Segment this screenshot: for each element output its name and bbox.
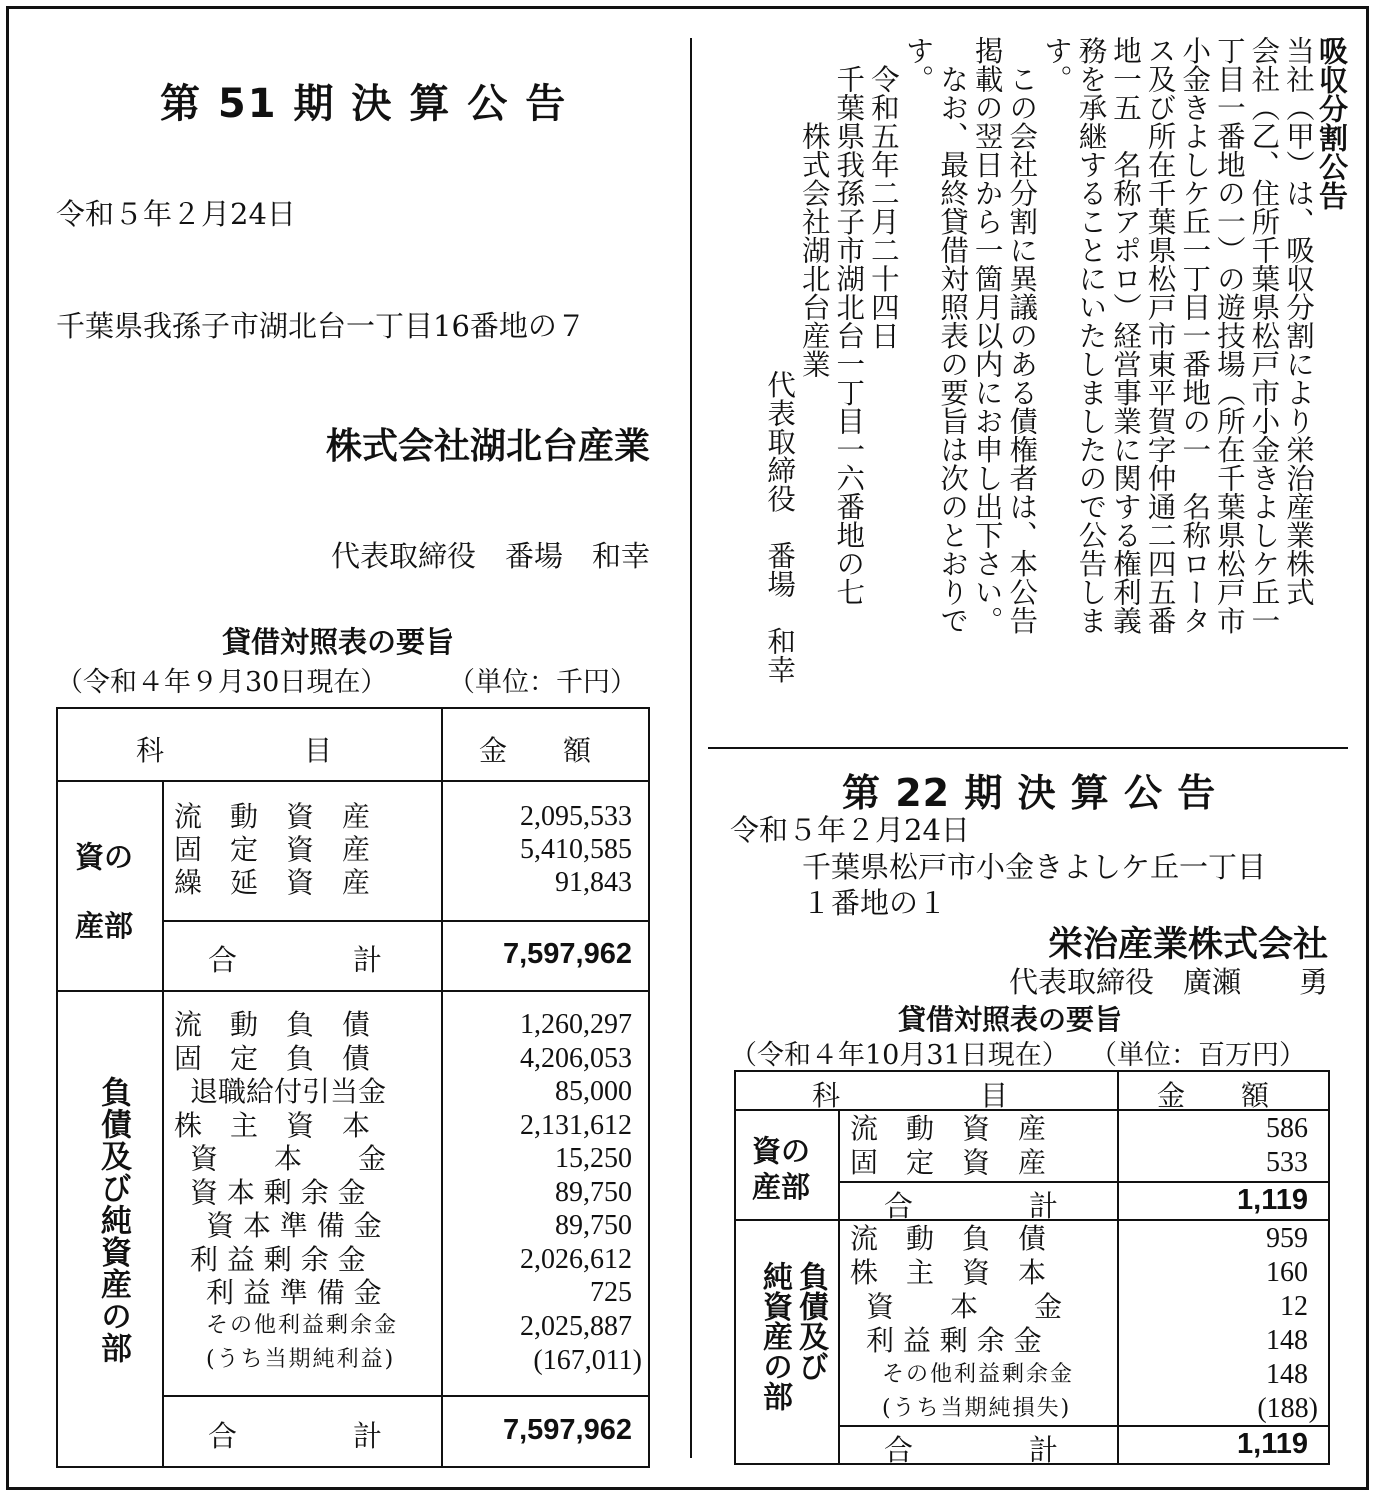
left-liab-section-label: 負債及び純資産の部: [95, 1076, 131, 1364]
right-asset-label-0: 流 動 資 産: [850, 1112, 1047, 1145]
left-asset-value-0: 2,095,533: [520, 801, 632, 832]
left-liab-label-9: その他利益剰余金: [206, 1313, 399, 1338]
left-representative: 代表取締役 番場 和幸: [330, 539, 650, 573]
left-asset-section-bottom: 産部: [75, 909, 134, 943]
left-liab-value-7: 2,026,612: [520, 1244, 632, 1275]
left-liab-label-5: 資 本 剰 余 金: [190, 1176, 366, 1209]
right-liab-value-1: 160: [1266, 1257, 1308, 1288]
column-divider: [690, 38, 692, 1458]
left-liab-value-9: 2,025,887: [520, 1311, 632, 1342]
notice-line-7: す。: [1039, 36, 1073, 93]
right-asset-total-value: 1,119: [1237, 1184, 1308, 1216]
left-liab-total-value: 7,597,962: [502, 1414, 632, 1446]
notice-line-6: 務を承継することにいたしましたので公告しま: [1074, 36, 1108, 635]
right-asset-total-label-cell: [839, 1182, 1118, 1223]
right-asset-label-1: 固 定 資 産: [850, 1146, 1047, 1179]
left-asset-values: [442, 781, 649, 921]
notice-title: 吸収分割公告: [1315, 36, 1349, 210]
left-asset-label-0: 流 動 資 産: [174, 800, 371, 833]
left-header-item: [57, 708, 442, 781]
right-balance-sheet: [734, 1070, 1330, 1465]
left-asset-total-label-cell: [163, 921, 442, 991]
right-liab-value-5: (188): [1257, 1393, 1318, 1424]
right-asset-items: [839, 1110, 1118, 1182]
left-liab-section: [57, 991, 163, 1467]
right-bs-unit: （単位：百万円）: [1090, 1040, 1306, 1071]
right-asset-value-0: 586: [1266, 1113, 1308, 1144]
right-col-item-label: 科 目: [812, 1079, 1009, 1112]
right-asset-section: [735, 1110, 839, 1220]
left-asset-total-value: 7,597,962: [502, 938, 632, 970]
left-asset-total-value-cell: [442, 921, 649, 991]
left-liab-value-6: 89,750: [555, 1210, 632, 1241]
left-liab-value-8: 725: [590, 1277, 632, 1308]
left-bs-unit: （単位：千円）: [448, 667, 637, 698]
left-liab-label-8: 利 益 準 備 金: [206, 1276, 382, 1309]
left-col-amount-label: 金 額: [479, 734, 592, 767]
notice-line-5: 地一五 名称アポロ）経営事業に関する権利義: [1109, 36, 1143, 635]
right-asset-section-bottom: 産部: [752, 1170, 811, 1204]
right-bs-title: 貸借対照表の要旨: [898, 1003, 1123, 1036]
notice-line-2: 丁目一番地の一）の遊技場（所在千葉県松戸市: [1212, 36, 1246, 635]
right-representative: 代表取締役 廣瀬 勇: [1008, 965, 1328, 999]
left-liab-label-0: 流 動 負 債: [174, 1008, 371, 1041]
left-liab-value-5: 89,750: [555, 1177, 632, 1208]
left-liab-value-10: (167,011): [533, 1345, 642, 1376]
left-liab-value-3: 2,131,612: [520, 1110, 632, 1141]
left-asset-value-1: 5,410,585: [520, 834, 632, 865]
left-liab-label-3: 株 主 資 本: [174, 1109, 371, 1142]
notice-line-14: 株式会社湖北台産業: [797, 36, 831, 378]
right-liab-label-4: その他利益剰余金: [882, 1362, 1075, 1387]
right-liab-total-value-cell: [1118, 1426, 1329, 1464]
left-title: 第 51 期 決 算 公 告: [160, 81, 568, 127]
left-liab-total-value-cell: [442, 1396, 649, 1467]
right-asset-section-top: 資の: [752, 1134, 811, 1168]
left-col-item-label: 科 目: [136, 734, 333, 767]
right-liab-section: [735, 1220, 839, 1464]
right-liab-value-3: 148: [1266, 1325, 1308, 1356]
right-asset-total-value-cell: [1118, 1182, 1329, 1220]
left-liab-label-4: 資 本 金: [190, 1142, 387, 1175]
right-company: 栄治産業株式会社: [1047, 925, 1328, 965]
notice-line-3: 小金きよしケ丘一丁目一番地の一 名称ロータ: [1178, 36, 1212, 635]
left-asset-value-2: 91,843: [555, 867, 632, 898]
left-liab-total-label-cell: [163, 1396, 442, 1467]
right-address1: 千葉県松戸市小金きよしケ丘一丁目: [802, 850, 1267, 884]
notice-line-0: 当社（甲）は、吸収分割により栄治産業株式: [1282, 36, 1315, 606]
left-asset-label-1: 固 定 資 産: [174, 833, 371, 866]
left-liab-label-10: (うち当期純利益): [206, 1347, 396, 1372]
right-date: 令和５年２月24日: [730, 813, 970, 847]
left-liab-items: [163, 991, 442, 1396]
notice-line-10: なお、最終貸借対照表の要旨は次のとおりで: [936, 36, 970, 635]
right-liab-label-3: 利 益 剰 余 金: [866, 1324, 1042, 1357]
left-liab-label-6: 資 本 準 備 金: [206, 1209, 382, 1242]
right-col-amount-label: 金 額: [1157, 1079, 1270, 1112]
right-liab-total-value: 1,119: [1237, 1428, 1308, 1460]
left-liab-label-7: 利 益 剰 余 金: [190, 1243, 366, 1276]
left-asset-label-2: 繰 延 資 産: [174, 866, 371, 899]
right-asset-values: [1118, 1110, 1329, 1182]
right-liab-label-5: (うち当期純損失): [882, 1396, 1072, 1421]
notice-line-13: 千葉県我孫子市湖北台一丁目一六番地の七: [832, 36, 866, 606]
right-header-amount: [1118, 1071, 1329, 1110]
right-liab-section-a: 負債及び: [793, 1261, 828, 1381]
right-liab-value-2: 12: [1280, 1291, 1308, 1322]
right-liab-values: [1118, 1220, 1329, 1426]
left-liab-values: [442, 991, 649, 1396]
right-liab-label-2: 資 本 金: [866, 1290, 1063, 1323]
notice-line-1: 会社（乙、住所千葉県松戸市小金きよしケ丘一: [1247, 36, 1281, 635]
right-address2: １番地の１: [802, 886, 948, 920]
left-liab-label-2: 退職給付引当金: [190, 1075, 387, 1108]
right-liab-value-0: 959: [1266, 1223, 1308, 1254]
left-liab-value-4: 15,250: [555, 1143, 632, 1174]
right-liab-total-label: 合 計: [884, 1433, 1059, 1467]
right-asset-total-label: 合 計: [884, 1189, 1059, 1223]
left-asset-section: [57, 781, 163, 991]
right-header-item: [735, 1071, 1118, 1110]
left-liab-label-1: 固 定 負 債: [174, 1042, 371, 1075]
left-balance-sheet: [56, 707, 650, 1468]
left-bs-title: 貸借対照表の要旨: [222, 625, 455, 659]
left-date: 令和５年２月24日: [56, 197, 296, 231]
right-title: 第 22 期 決 算 公 告: [842, 771, 1217, 815]
right-liab-total-label-cell: [839, 1426, 1118, 1467]
notice-line-8: この会社分割に異議のある債権者は、本公告: [1005, 36, 1039, 635]
right-liab-value-4: 148: [1266, 1359, 1308, 1390]
left-company: 株式会社湖北台産業: [325, 426, 650, 467]
notice-line-12: 令和五年二月二十四日: [866, 36, 900, 350]
notice-line-4: ス及び所在千葉県松戸市東平賀字仲通二四五番: [1143, 36, 1177, 635]
left-liab-total-label: 合 計: [208, 1419, 383, 1453]
left-asset-total-label: 合 計: [208, 943, 383, 977]
left-asset-section-top: 資の: [75, 840, 134, 874]
left-asset-items: [163, 781, 442, 921]
notice-line-15: 代表取締役 番場 和幸: [763, 370, 797, 684]
right-asset-value-1: 533: [1266, 1147, 1308, 1178]
right-bs-asof: （令和４年10月31日現在）: [730, 1040, 1069, 1071]
notice-line-9: 掲載の翌日から一箇月以内にお申し出下さい。: [970, 36, 1004, 635]
left-bs-asof: （令和４年９月30日現在）: [56, 667, 388, 698]
left-header-amount: [442, 708, 649, 781]
absorption-notice: [762, 36, 1350, 736]
left-liab-value-0: 1,260,297: [520, 1009, 632, 1040]
right-liab-section-b: 純資産の部: [757, 1261, 792, 1411]
section-divider: [708, 747, 1348, 749]
right-liab-label-1: 株 主 資 本: [850, 1256, 1047, 1289]
right-liab-label-0: 流 動 負 債: [850, 1222, 1047, 1255]
right-liab-items: [839, 1220, 1118, 1426]
left-liab-value-1: 4,206,053: [520, 1043, 632, 1074]
left-address: 千葉県我孫子市湖北台一丁目16番地の７: [56, 309, 586, 343]
left-liab-value-2: 85,000: [555, 1076, 632, 1107]
notice-line-11: す。: [901, 36, 935, 93]
